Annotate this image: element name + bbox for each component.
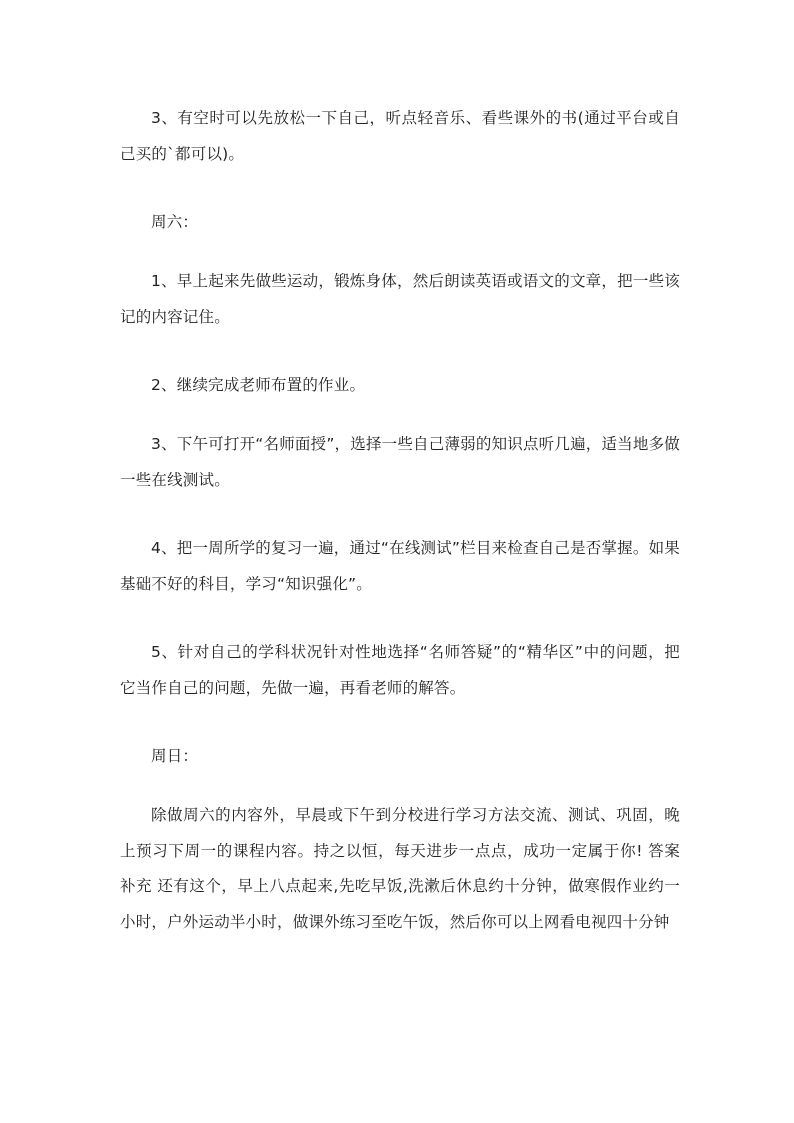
paragraph-saturday-item-5: 5、针对自己的学科状况针对性地选择“名师答疑”的“精华区”中的问题，把它当作自己的问题，先做一遍，再看老师的解答。 <box>120 643 680 697</box>
heading-saturday: 周六： <box>151 213 199 231</box>
paragraph-saturday-item-1: 1、早上起来先做些运动，锻炼身体，然后朗读英语或语文的文章，把一些该记的内容记住。 <box>120 272 680 326</box>
paragraph-saturday-item-2: 2、继续完成老师布置的作业。 <box>151 376 366 394</box>
heading-sunday: 周日： <box>151 747 199 765</box>
paragraph-sunday-content: 除做周六的内容外，早晨或下午到分校进行学习方法交流、测试、巩固，晚上预习下周一的课程内容。持之以恒，每天进步一点点，成功一定属于你! 答案补充 还有这个，早上八点起来,先吃早饭,洗漱后休息约十分钟，做寒假作业约一小时，户外运动半小时，做课外练习至吃午饭，然后你可以上网看电视四十分钟 <box>120 806 680 931</box>
paragraph-saturday-item-3: 3、下午可打开“名师面授”，选择一些自己薄弱的知识点听几遍，适当地多做一些在线测试。 <box>120 435 680 489</box>
paragraph-saturday-item-4: 4、把一周所学的复习一遍，通过“在线测试”栏目来检查自己是否掌握。如果基础不好的科目，学习“知识强化”。 <box>120 539 680 593</box>
paragraph-relax-tip: 3、有空时可以先放松一下自己，听点轻音乐、看些课外的书(通过平台或自己买的`都可以)。 <box>120 109 680 163</box>
